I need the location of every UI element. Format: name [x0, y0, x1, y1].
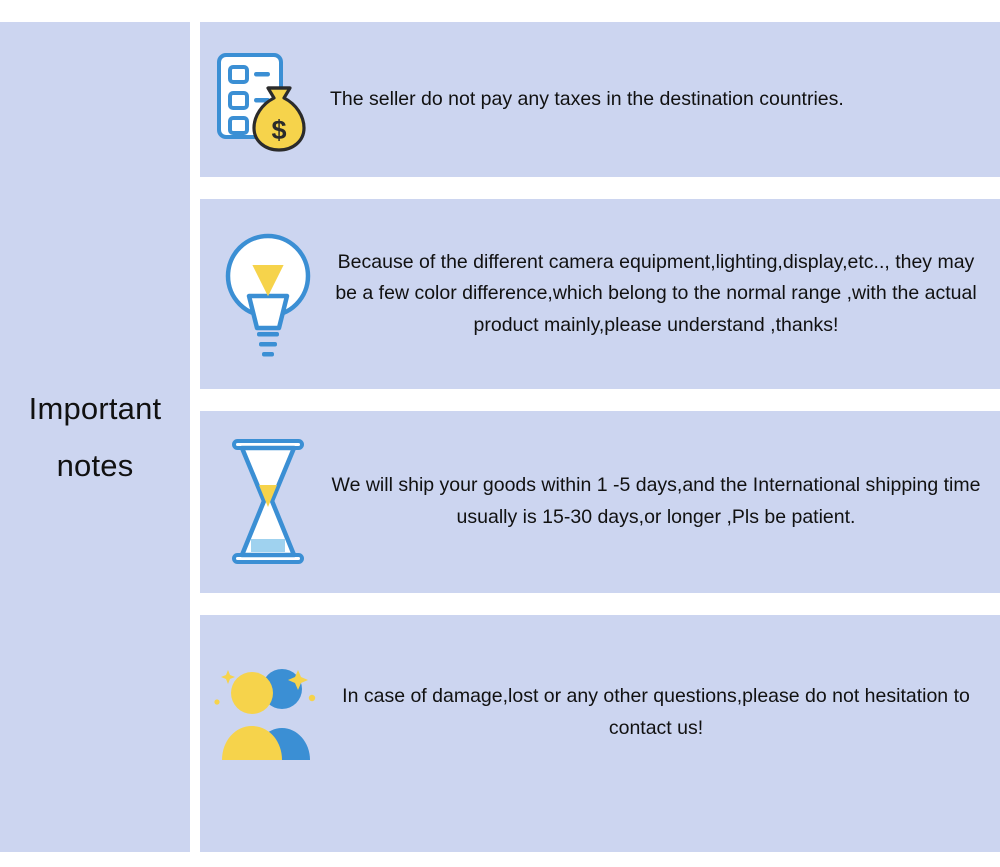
bottom-strip: [200, 811, 1000, 852]
note-text: Because of the different camera equipment,lighting,display,etc.., they may be a few color difference,which belong to the normal range ,with the actual product mainly,please understand ,thanks!: [335, 250, 977, 336]
lightbulb-icon: [200, 224, 330, 364]
row-divider: [200, 593, 1000, 615]
row-divider: [200, 389, 1000, 411]
note-row: [200, 22, 1000, 177]
svg-text:$: $: [271, 115, 287, 145]
note-text: The seller do not pay any taxes in the destination countries.: [330, 87, 844, 110]
note-row: [200, 199, 1000, 389]
note-text: We will ship your goods within 1 -5 days,and the International shipping time usually is 15-30 days,or longer ,Pls be patient.: [331, 474, 981, 528]
customer-support-icon: [200, 656, 330, 771]
notes-column: [200, 22, 1000, 852]
section-title-line1: Important: [28, 390, 162, 426]
note-text: In case of damage,lost or any other questions,please do not hesitation to contact us!: [342, 685, 970, 739]
note-text-cell: [330, 247, 1000, 342]
hourglass-icon: [200, 435, 330, 570]
row-divider: [200, 177, 1000, 199]
note-row: [200, 615, 1000, 811]
note-text-cell: [330, 470, 1000, 533]
note-text-cell: [330, 681, 1000, 744]
note-row: [200, 411, 1000, 593]
section-label-column: [0, 22, 190, 852]
note-text-cell: [330, 84, 1000, 116]
tax-money-bag-icon: [200, 47, 330, 152]
section-title-line2: notes: [56, 448, 134, 483]
